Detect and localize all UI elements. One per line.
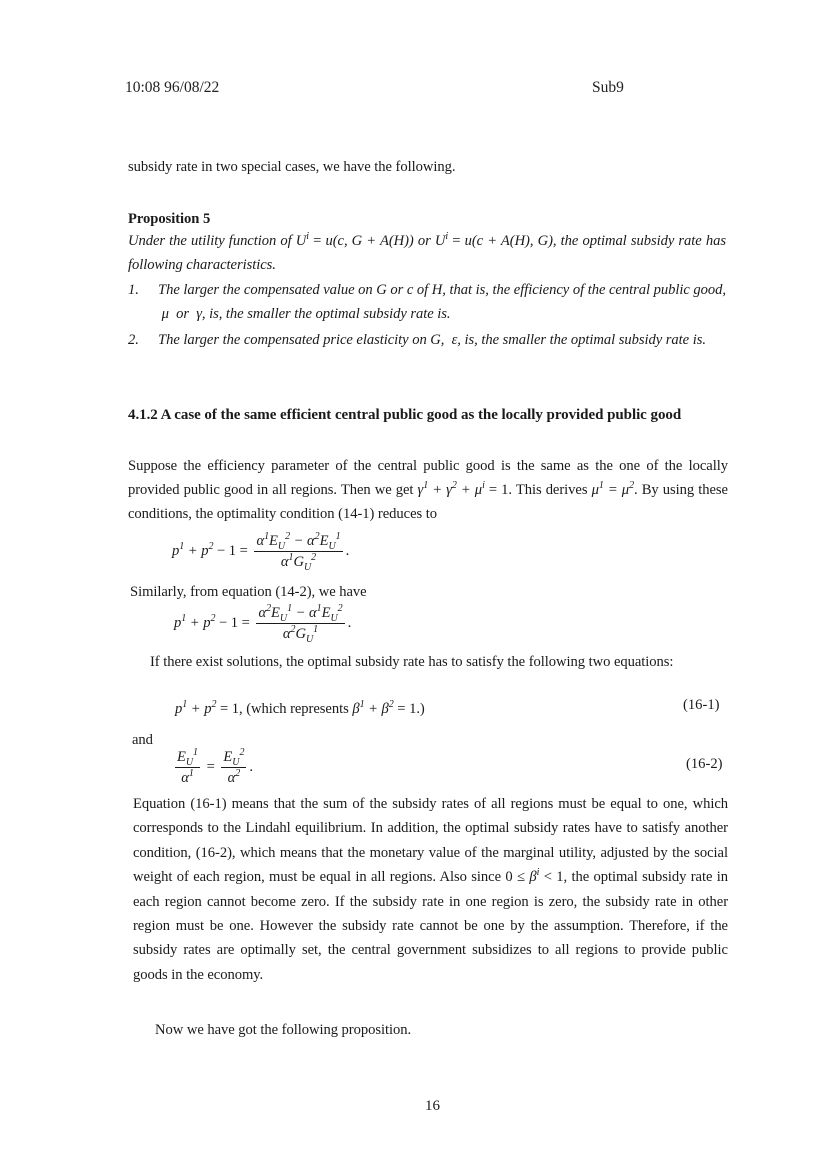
paragraph-4-b: , the optimal subsidy rate in each region cannot become zero. If the subsidy rate in one region is zero, the subsidy rate in other region must be one. However the subsidy rate cannot be one by the assumption. Therefore, if the subsidy rates are optimally set, the central government subsidizes to all regions to provide public goods in the economy. — [133, 869, 728, 983]
intro-line: subsidy rate in two special cases, we have the following. — [128, 159, 456, 175]
equation-16-2: $\frac{E_U^1}{\alpha^1}$ = $\frac{E_U^2}{\alpha^2}$ . — [177, 747, 254, 786]
item-text-a: The larger the compensated price elasticity on G, — [158, 332, 445, 348]
paragraph-3: If there exist solutions, the optimal subsidy rate has to satisfy the following two equations: — [150, 654, 674, 670]
header-timestamp: 10:08 96/08/22 — [125, 79, 220, 96]
equation-16-1-note: (which represents — [246, 701, 349, 717]
utility-formula-1: $U^i = u(c$, G + A(H)) — [295, 231, 414, 249]
proposition-lead-a: Under the utility function of — [128, 233, 292, 249]
item-text-a: The larger the compensated value on G or c of H, that is, the efficiency of the central public good, — [158, 282, 726, 298]
item-text-b: , is, the smaller the optimal subsidy rate is. — [201, 306, 451, 322]
page-number: 16 — [425, 1098, 440, 1114]
paragraph-4 — [133, 792, 728, 987]
equation-reduced-14-2: $p^1 + p^2 - 1$ = $\frac{\alpha^2E_U^1 - \alpha^1E_U^2}{\alpha^2G_U^1}$ . — [174, 603, 352, 645]
paragraph-5: Now we have got the following proposition. — [155, 1022, 412, 1038]
header-doc-id: Sub9 — [592, 79, 624, 96]
paragraph-1-b: . This derives — [508, 482, 588, 498]
proposition-lead — [128, 229, 726, 277]
utility-formula-2: $U^i = u(c + A(H)$, G) — [434, 231, 553, 249]
beta-range-formula: $0 \le \beta^i < 1$ — [505, 867, 564, 886]
paragraph-1-a: Suppose the efficiency parameter of the central public good is the same as the one of the locally provided public good in all regions. Then we get — [128, 458, 728, 498]
and-word: and — [132, 732, 153, 748]
equation-16-1-label: (16-1) — [683, 697, 720, 713]
equation-reduced-14-1: $p^1 + p^2 - 1$ = $\frac{\alpha^1E_U^2 - \alpha^2E_U^1}{\alpha^1G_U^2}$ . — [172, 531, 350, 573]
equation-16-2-label: (16-2) — [686, 756, 723, 772]
paragraph-1 — [128, 454, 728, 526]
efficiency-sum-formula: $\gamma^1 + \gamma^2 + \mu^i = 1$ — [417, 480, 509, 498]
symbol-gamma: γ — [196, 306, 202, 322]
mu-equality-formula: $\mu^1 = \mu^2$ — [591, 480, 635, 498]
paragraph-4-a: Equation (16-1) means that the sum of the subsidy rates of all regions must be equal to one, which corresponds to the Lindahl equilibrium. In addition, the optimal subsidy rates have to satisfy another condition, (16-2), which means that the monetary value of the marginal utility, adjusted by the social weight of each region, must be equal in all regions. Also since — [133, 796, 728, 886]
symbol-epsilon: ε — [451, 332, 458, 348]
item-number: 1. — [128, 282, 139, 298]
item-text-b: , is, the smaller the optimal subsidy rate is. — [457, 332, 706, 348]
paragraph-1-c: . By using these conditions, the optimality condition (14-1) reduces to — [128, 482, 728, 522]
proposition-title: Proposition 5 — [128, 211, 211, 227]
proposition-lead-b: , the optimal subsidy rate has following characteristics. — [128, 233, 726, 273]
item-number: 2. — [128, 332, 139, 348]
proposition-item-1 — [128, 278, 726, 326]
symbol-mu: μ — [161, 306, 169, 322]
item-or: or — [176, 306, 189, 322]
paragraph-2: Similarly, from equation (14-2), we have — [130, 584, 367, 600]
proposition-or: or — [417, 233, 431, 249]
equation-16-1: $p^1 + p^2 = 1$, (which represents $\beta^1 + \beta^2 = 1$.) — [175, 699, 425, 717]
section-heading: 4.1.2 A case of the same efficient central public good as the locally provided public good — [128, 407, 682, 423]
proposition-item-2 — [128, 328, 726, 352]
